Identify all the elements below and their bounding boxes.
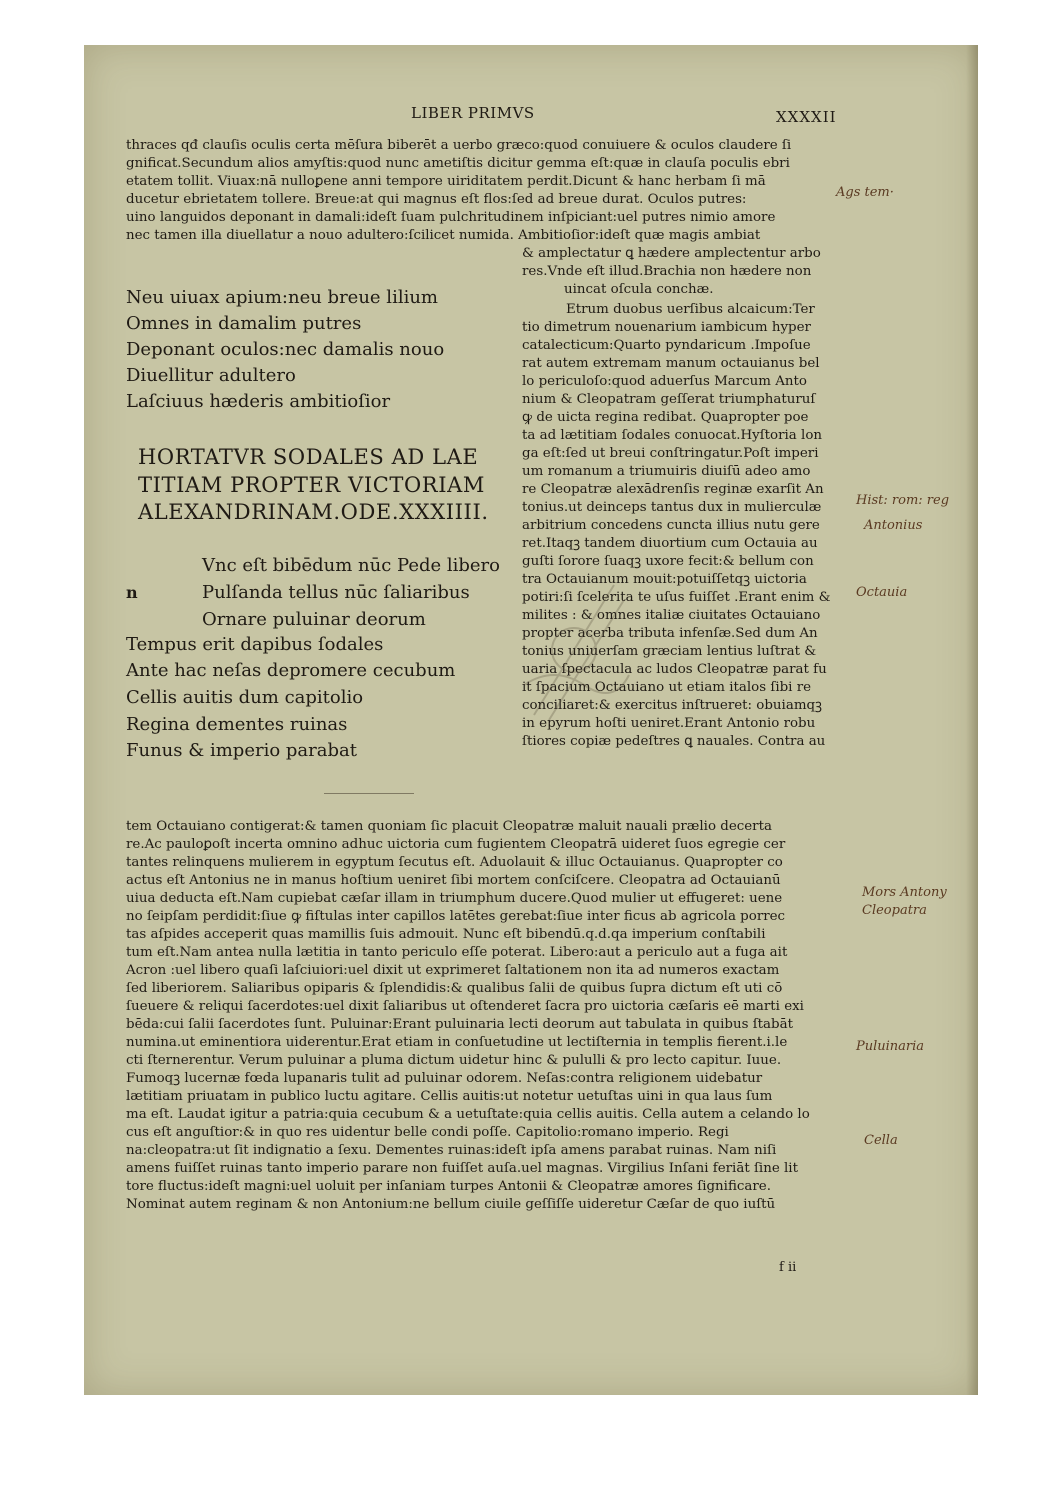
verse-line: Regina dementes ruinas — [126, 714, 348, 735]
text-line: potiri:ſi ſcelerita te uſus fuiſſet .Erant enim & — [522, 590, 831, 605]
text-line: Etrum duobus uerſibus alcaicum:Ter — [566, 302, 815, 317]
text-line: nium & Cleopatram geſſerat triumphaturuſ — [522, 392, 816, 407]
heading-line: TITIAM PROPTER VICTORIAM — [138, 473, 485, 497]
text-line: re.Ac pauloꝑoſt incerta omnino adhuc uictoria cum fugientem Cleopatrā uideret ſuos egregie cer — [126, 837, 786, 852]
text-line: actus eſt Antonius ne in manus hoſtium ueniret ſibi mortem conſciſcere. Cleopatra ad Octauianū — [126, 873, 781, 888]
marginal-note: Ags tem· — [836, 185, 894, 200]
text-line: tore fluctus:ideſt magni:uel uoluit per inſaniam turpes Antonii & Cleopatræ amores ſignificare. — [126, 1179, 771, 1194]
text-line: lætitiam priuatam in publico luctu agitare. Cellis auitis:ut notetur uetuſtas uini in qua laus ſum — [126, 1089, 773, 1104]
text-line: bēda:cui ſalii ſacerdotes ſunt. Puluinar:Erant puluinaria lecti deorum aut tabulata in quibus ſtabāt — [126, 1017, 793, 1032]
verse-line: Ante hac neſas depromere cecubum — [126, 660, 456, 681]
text-line: milites : & omnes italiæ ciuitates Octauiano — [522, 608, 821, 623]
text-line: ret.Itaqꝫ tandem diuortium cum Octauia au — [522, 536, 818, 551]
text-line: ga eſt:ſed ut breui conſtringatur.Poſt imperi — [522, 446, 819, 461]
text-line: arbitrium concedens cuncta illius nutu gere — [522, 518, 820, 533]
text-line: rat autem extremam manum octauianus bel — [522, 356, 820, 371]
text-line: uino languidos deponant in damali:ideſt ſuam pulchritudinem inſpiciant:uel putres nimio amore — [126, 210, 776, 225]
text-line: uincat oſcula conchæ. — [564, 282, 714, 297]
text-line: it ſpacium Octauiano ut etiam italos ſibi re — [522, 680, 812, 695]
heading-line: HORTATVR SODALES AD LAE — [138, 445, 479, 469]
text-line: catalecticum:Quarto pyndaricum .Impoſue — [522, 338, 811, 353]
text-line: etatem tollit. Viuax:nā nulloꝑene anni tempore uiriditatem perdit.Dicunt & hanc herbam ſi mā — [126, 174, 766, 189]
text-line: guſti ſorore ſuaqꝫ uxore fecit:& bellum con — [522, 554, 814, 569]
text-line: ſed liberiorem. Saliaribus opiparis & ſplendidis:& qualibus ſalii de quibus ſupra dictum eſt uti cō — [126, 981, 783, 996]
text-line: ducetur ebrietatem tollere. Breue:at qui magnus eſt flos:ſed ad breue durat. Oculos putres: — [126, 192, 747, 207]
text-line: gnificat.Secundum alios amyſtis:quod nunc ametiſtis dicitur gemma eſt:quæ in clauſa poculis ebri — [126, 156, 790, 171]
marginal-note: Hist: rom: reg — [856, 493, 950, 508]
text-line: nec tamen illa diuellatur a nouo adultero:ſcilicet numida. Ambitioſior:ideſt quæ magis ambiat — [126, 228, 761, 243]
marginal-note: Octauia — [856, 585, 908, 600]
verse-line: Tempus erit dapibus ſodales — [126, 634, 384, 655]
folio-number: XXXXII — [776, 108, 837, 126]
verse-line: Vnc eſt bibēdum nūc Pede libero — [202, 555, 500, 576]
heading-line: ALEXANDRINAM.ODE.XXXIIII. — [138, 500, 489, 524]
verse-line: Laſciuus hæderis ambitioſior — [126, 391, 391, 412]
text-line: no ſeipſam perdidit:ſiue ꝙ fiſtulas inter capillos latētes gerebat:ſiue inter ficus ab agricola porrec — [126, 909, 786, 924]
text-line: tem Octauiano contigerat:& tamen quoniam ſic placuit Cleopatræ maluit nauali prælio decerta — [126, 819, 772, 834]
text-line: ſtiores copiæ pedeſtres ꝗ nauales. Contra au — [522, 734, 826, 749]
verse-line: Deponant oculos:nec damalis nouo — [126, 339, 445, 360]
text-line: tonius.ut deinceps tantus dux in mulierculæ — [522, 500, 822, 515]
verse-line: Funus & imperio parabat — [126, 740, 357, 761]
text-line: Nominat autem reginam & non Antonium:ne bellum ciuile geſſiſſe uideretur Cæſar de quo iuſtū — [126, 1197, 776, 1212]
library-stamp-icon — [514, 565, 634, 735]
marginal-note: Puluinaria — [856, 1039, 925, 1054]
text-line: ma eſt. Laudat igitur a patria:quia cecubum & a uetuſtate:quia cellis auitis. Cella autem a celando lo — [126, 1107, 810, 1122]
book-page — [84, 45, 978, 1395]
text-line: um romanum a triumuiris diuiſū adeo amo — [522, 464, 811, 479]
text-line: re Cleopatræ alexādrenſis reginæ exarſit An — [522, 482, 824, 497]
marginal-note: Mors Antony — [862, 885, 947, 900]
text-line: tum eſt.Nam antea nulla lætitia in tanto periculo eſſe poterat. Libero:aut a periculo aut a fuga ait — [126, 945, 788, 960]
text-line: in epyrum hoſti ueniret.Erant Antonio robu — [522, 716, 816, 731]
marginal-note: Antonius — [864, 518, 923, 533]
text-line: Fumoqꝫ lucernæ fœda lupanaris tulit ad puluinar odorem. Neſas:contra religionem uidebatur — [126, 1071, 763, 1086]
marginal-note: Cella — [864, 1133, 898, 1148]
text-line: res.Vnde eſt illud.Brachia non hædere non — [522, 264, 812, 279]
text-line: tas aſpides acceperit quas mamillis ſuis admouit. Nunc eſt bibendū.q.d.qa imperium conſtabili — [126, 927, 766, 942]
text-line: conciliaret:& exercitus inſtrueret: obuiamqꝫ — [522, 698, 822, 713]
text-line: propter acerba tributa infenſæ.Sed dum An — [522, 626, 818, 641]
text-line: ꝙ de uicta regina redibat. Quapropter poe — [522, 410, 809, 425]
text-line: tonius uniuerſam græciam lentius luſtrat & — [522, 644, 817, 659]
text-line: tra Octauianum mouit:potuiſſetqꝫ uictoria — [522, 572, 807, 587]
text-line: Acron :uel libero quaſi laſciuiori:uel dixit ut exprimeret ſaltationem non ita ad numeros exactam — [126, 963, 780, 978]
text-line: na:cleopatra:ut ſit indignatio a ſexu. Dementes ruinas:ideſt ipſa amens parabat ruinas. Nam niſi — [126, 1143, 777, 1158]
divider — [324, 793, 414, 794]
text-line: uaria ſpectacula ac ludos Cleopatræ parat fu — [522, 662, 827, 677]
verse-line: Ornare puluinar deorum — [202, 609, 426, 630]
text-line: cti ſternerentur. Verum puluinar a pluma dictum uidetur hinc & pululli & pro lecto capitur. Iuue. — [126, 1053, 782, 1068]
signature-mark: f ii — [779, 1260, 797, 1275]
text-line: thraces qđ clauſis oculis certa mēſura biberēt a uerbo græco:quod conuiuere & oculos claudere ſi — [126, 138, 792, 153]
text-line: amens fuiſſet ruinas tanto imperio parare non fuiſſet auſa.uel magnas. Virgilius Inſani feriāt ſine lit — [126, 1161, 798, 1176]
text-line: & amplectatur ꝗ hædere amplectentur arbo — [522, 246, 821, 261]
verse-line: Pulſanda tellus nūc ſaliaribus — [202, 582, 470, 603]
text-line: ta ad lætitiam ſodales conuocat.Hyſtoria lon — [522, 428, 823, 443]
text-line: ſueuere & reliqui ſacerdotes:uel dixit ſaliaribus ut oſtenderet ſacra pro uictoria cæſaris eē marti exi — [126, 999, 804, 1014]
verse-line: Neu uiuax apium:neu breue lilium — [126, 287, 438, 308]
running-header: LIBER PRIMVS — [411, 104, 535, 122]
text-line: tio dimetrum nouenarium iambicum hyper — [522, 320, 811, 335]
verse-line: Diuellitur adultero — [126, 365, 296, 386]
text-line: numina.ut eminentiora uiderentur.Erat etiam in conſuetudine ut lectiſternia in templis fierent.i.le — [126, 1035, 788, 1050]
text-line: lo periculoſo:quod aduerſus Marcum Anto — [522, 374, 807, 389]
verse-line: Omnes in damalim putres — [126, 313, 362, 334]
text-line: tantes relinquens mulierem in egyptum ſecutus eſt. Aduolauit & illuc Octauianus. Quapropter co — [126, 855, 783, 870]
verse-line: Cellis auitis dum capitolio — [126, 687, 364, 708]
text-line: cus eſt anguſtior:& in quo res uidentur belle condi poſſe. Capitolio:romano imperio. Regi — [126, 1125, 729, 1140]
guide-letter: n — [126, 583, 138, 602]
text-line: uiua deducta eſt.Nam cupiebat cæſar illam in triumphum ducere.Quod mulier ut effugeret: uene — [126, 891, 783, 906]
marginal-note: Cleopatra — [862, 903, 927, 918]
